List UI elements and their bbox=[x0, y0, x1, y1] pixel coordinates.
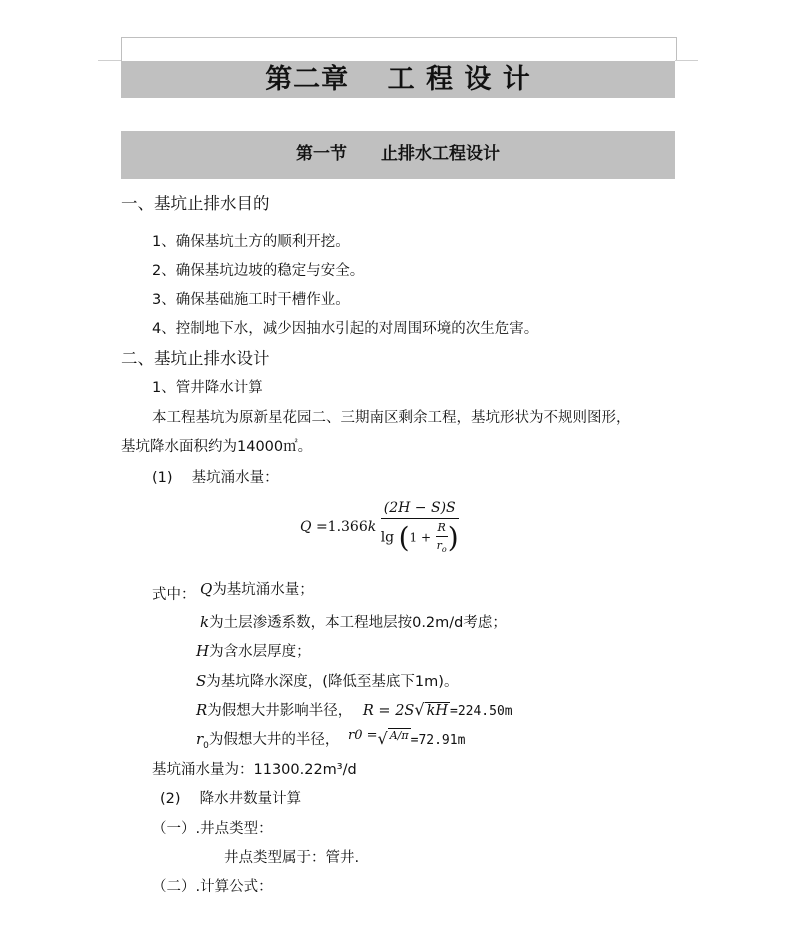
var-H: H为含水层厚度； bbox=[196, 642, 311, 660]
formula-r0: $r_o$ bbox=[436, 539, 447, 555]
purpose-item: 3、确保基础施工时干槽作业。 bbox=[152, 292, 350, 308]
chapter-title: 第二章 工 程 设 计 bbox=[121, 61, 675, 98]
r0-sqrt: A/π bbox=[389, 729, 409, 742]
formula-lg: lg bbox=[380, 529, 395, 546]
where-label: 式中： bbox=[152, 587, 196, 603]
r0-value: =72.91m bbox=[410, 733, 466, 748]
formula-one-plus: 1 + bbox=[409, 530, 432, 545]
formula-coef: =1.366 bbox=[315, 519, 368, 536]
var-r0: $r_0$为假想大井的半径， r0 =√ A/π =72.91m bbox=[196, 728, 466, 751]
header-guide-right bbox=[675, 60, 698, 61]
step-well-count: (2) 降水井数量计算 bbox=[160, 791, 302, 807]
calc-formula-heading: （二）.计算公式： bbox=[152, 879, 273, 895]
r0-formula: r0 = bbox=[348, 728, 378, 743]
section-title: 第一节 止排水工程设计 bbox=[121, 131, 675, 179]
var-k: k为土层渗透系数，本工程地层按0.2m/d考虑； bbox=[200, 613, 507, 631]
var-R: R为假想大井影响半径， R = 2S√ kH =224.50m bbox=[196, 700, 513, 719]
point-type-value: 井点类型属于：管井. bbox=[224, 850, 360, 866]
r-sqrt: kH bbox=[426, 703, 448, 719]
formula-denominator: lg (1 + $\frac{R}{r_o}$ ) bbox=[380, 521, 459, 555]
purpose-item: 1、确保基坑土方的顺利开挖。 bbox=[152, 234, 350, 250]
header-guide-left bbox=[98, 60, 121, 61]
formula-lhs: Q bbox=[300, 519, 312, 536]
step-discharge: (1) 基坑涌水量： bbox=[152, 470, 279, 486]
heading-design: 二、基坑止排水设计 bbox=[121, 349, 270, 368]
discharge-formula bbox=[300, 500, 459, 580]
formula-fraction bbox=[381, 500, 459, 554]
r-value: =224.50m bbox=[450, 704, 513, 719]
formula-k: k bbox=[367, 519, 377, 536]
page-header-frame bbox=[121, 37, 677, 61]
paragraph-line: 本工程基坑为原新星花园二、三期南区剩余工程，基坑形状为不规则图形， bbox=[152, 410, 631, 426]
var-S: S为基坑降水深度，(降低至基底下1m)。 bbox=[196, 672, 459, 690]
formula-numerator: (2H − S)S bbox=[381, 500, 459, 519]
paragraph-line: 基坑降水面积约为14000㎡。 bbox=[121, 439, 313, 455]
purpose-item: 4、控制地下水，减少因抽水引起的对周围环境的次生危害。 bbox=[152, 321, 539, 337]
heading-purpose: 一、基坑止排水目的 bbox=[121, 194, 270, 213]
discharge-result: 基坑涌水量为：11300.22m³/d bbox=[152, 762, 357, 778]
point-type-heading: （一）.井点类型： bbox=[152, 821, 273, 837]
purpose-item: 2、确保基坑边坡的稳定与安全。 bbox=[152, 263, 365, 279]
r-formula: R = 2S bbox=[362, 703, 415, 719]
formula-R: R bbox=[436, 521, 448, 537]
formula-inner-fraction bbox=[436, 521, 448, 554]
subheading-well-calc: 1、管井降水计算 bbox=[152, 380, 263, 396]
var-Q: Q为基坑涌水量； bbox=[200, 580, 314, 598]
